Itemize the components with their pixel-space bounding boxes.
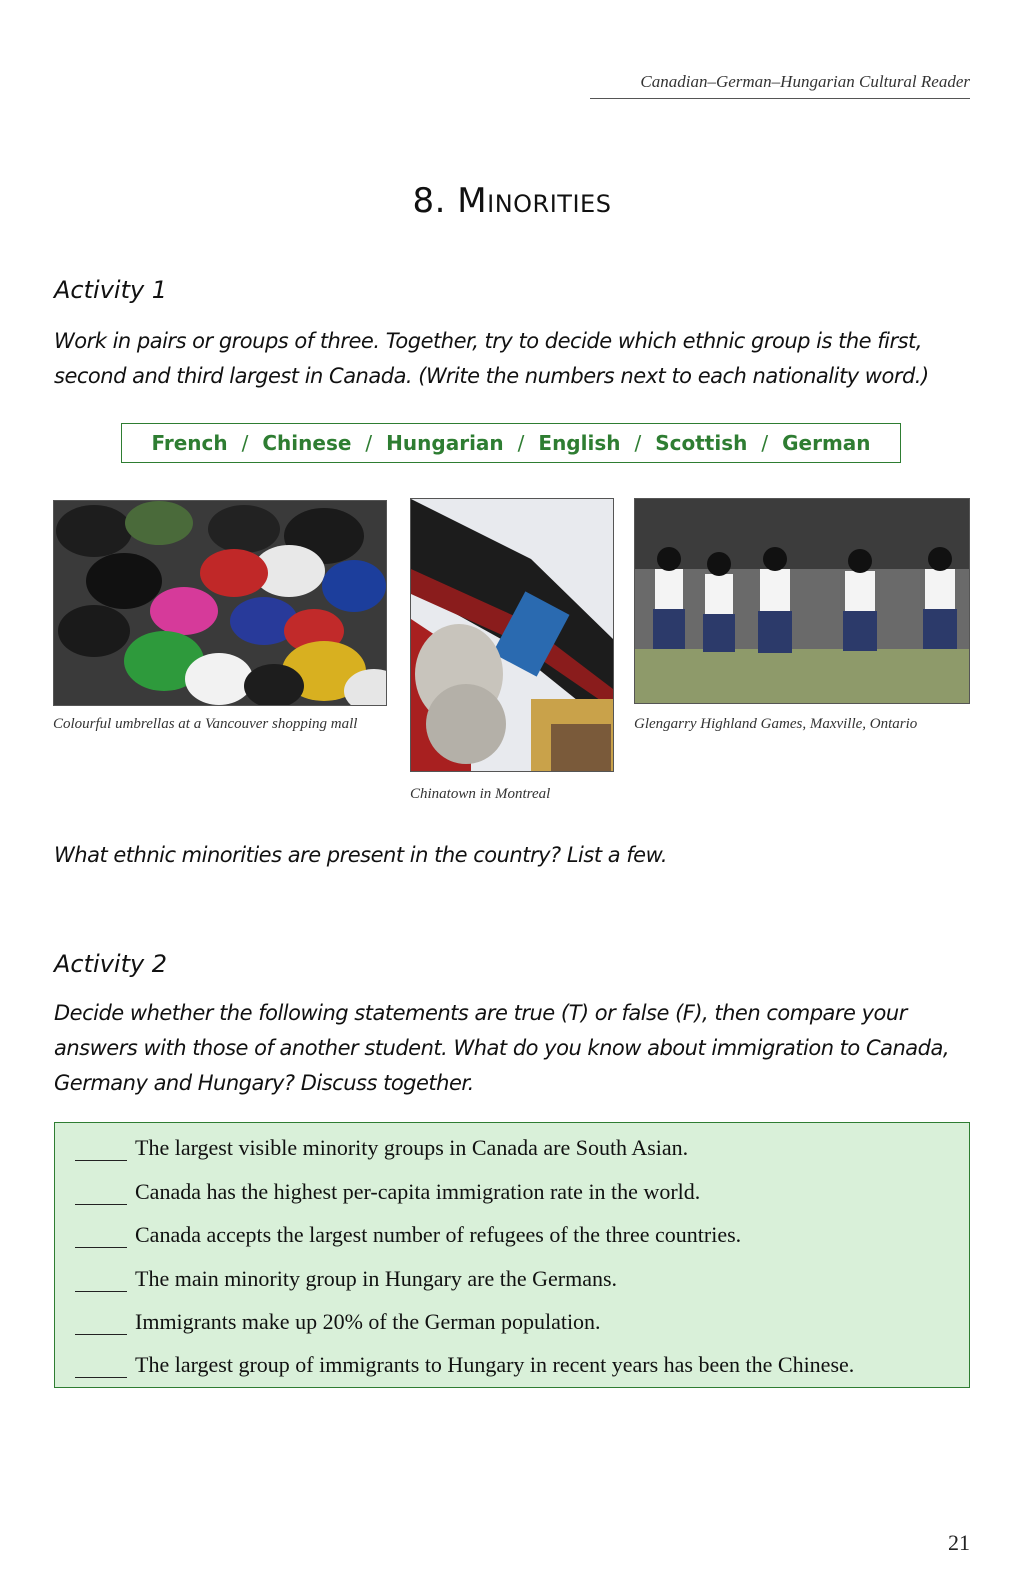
statement-row — [75, 1262, 617, 1292]
highland-pipers-photo-icon — [635, 499, 969, 703]
answer-blank[interactable] — [75, 1316, 127, 1335]
umbrellas-photo-icon — [54, 501, 386, 705]
word-separator: / — [241, 431, 249, 455]
page-number: 21 — [948, 1530, 970, 1555]
statement-text: The largest visible minority groups in Canada are South Asian. — [135, 1135, 689, 1160]
word-hungarian: Hungarian — [386, 431, 504, 455]
statement-text: Immigrants make up 20% of the German population. — [135, 1309, 601, 1334]
word-scottish: Scottish — [655, 431, 748, 455]
activity-2-heading: Activity 2 — [54, 950, 168, 978]
true-false-statements-box — [54, 1122, 970, 1388]
word-separator: / — [517, 431, 525, 455]
highland-games-caption: Glengarry Highland Games, Maxville, Ontario — [634, 716, 918, 732]
activity-1-instruction: Work in pairs or groups of three. Together, try to decide which ethnic group is the first, second and third largest in Canada. (Write the numbers next to each nationality word.) — [54, 329, 929, 388]
statement-row — [75, 1131, 688, 1161]
umbrellas-caption: Colourful umbrellas at a Vancouver shopping mall — [53, 716, 358, 732]
activity-1-heading: Activity 1 — [54, 276, 168, 304]
statement-text: Canada has the highest per-capita immigration rate in the world. — [135, 1179, 701, 1204]
statement-text: The main minority group in Hungary are the Germans. — [135, 1266, 618, 1291]
answer-blank[interactable] — [75, 1142, 127, 1161]
statement-text: The largest group of immigrants to Hungary in recent years has been the Chinese. — [135, 1352, 855, 1377]
answer-blank[interactable] — [75, 1359, 127, 1378]
word-german: German — [782, 431, 871, 455]
chinatown-gate-photo-icon — [411, 499, 613, 771]
word-separator: / — [365, 431, 373, 455]
answer-blank[interactable] — [75, 1229, 127, 1248]
word-french: French — [151, 431, 228, 455]
umbrellas-photo — [53, 500, 387, 706]
statement-text: Canada accepts the largest number of refugees of the three countries. — [135, 1222, 742, 1247]
statement-row — [75, 1305, 601, 1335]
statement-row — [75, 1175, 700, 1205]
chinatown-gate-photo — [410, 498, 614, 772]
word-separator: / — [634, 431, 642, 455]
chinatown-caption: Chinatown in Montreal — [410, 786, 551, 802]
statement-row — [75, 1348, 854, 1378]
highland-pipers-photo — [634, 498, 970, 704]
chapter-title: 8. Minorities — [412, 180, 612, 221]
answer-blank[interactable] — [75, 1186, 127, 1205]
activity-2-instruction: Decide whether the following statements are true (T) or false (F), then compare your answers with those of another student. What do you know about immigration to Canada, Germany and Hungary? Discuss together. — [54, 1001, 950, 1095]
statement-row — [75, 1218, 741, 1248]
answer-blank[interactable] — [75, 1273, 127, 1292]
nationality-word-box — [121, 423, 901, 463]
activity-1-question: What ethnic minorities are present in the country? List a few. — [54, 843, 668, 867]
word-separator: / — [761, 431, 769, 455]
running-header: Canadian–German–Hungarian Cultural Reader — [590, 72, 970, 99]
word-chinese: Chinese — [262, 431, 352, 455]
word-english: English — [538, 431, 621, 455]
